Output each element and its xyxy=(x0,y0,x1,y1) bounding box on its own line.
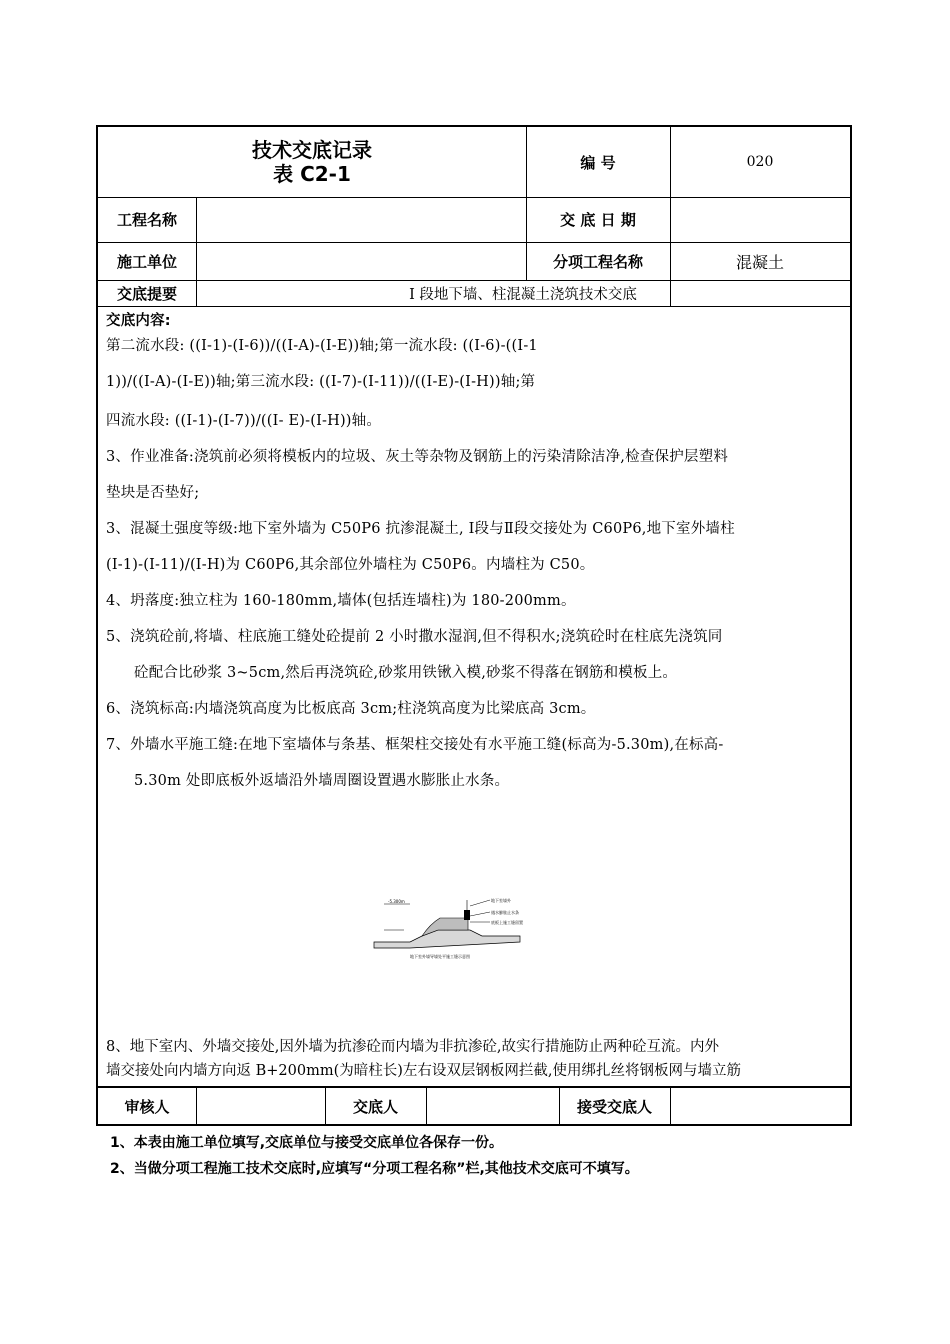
content-line: 四流水段: ((I-1)-(I-7))/((I- E)-(I-H))轴。 xyxy=(106,413,382,429)
content-line: 3、混凝土强度等级:地下室外墙为 C50P6 抗渗混凝土, Ⅰ段与Ⅱ段交接处为 C60P6,地下室外墙柱 xyxy=(106,521,735,537)
project-name-field[interactable] xyxy=(196,197,526,242)
figure-label: 遇水膨胀止水条 xyxy=(491,910,519,915)
contractor-field[interactable] xyxy=(196,242,526,280)
note-item: 1、本表由施工单位填写,交底单位与接受交底单位各保存一份。 xyxy=(110,1135,504,1151)
subproject-value: 混凝土 xyxy=(735,252,784,272)
content-line: 1))/((I-A)-(I-E))轴;第三流水段: ((I-7)-(I-11))/((I-E)-(I-H))轴;第 xyxy=(106,374,536,390)
content-line: 砼配合比砂浆 3~5cm,然后再浇筑砼,砂浆用铁锹入模,砂浆不得落在钢筋和模板上。 xyxy=(134,665,678,681)
summary-label: 交底提要 xyxy=(116,284,177,303)
content-item-8 xyxy=(106,1035,848,1083)
content-line: 4、坍落度:独立柱为 160-180mm,墙体(包括连墙柱)为 180-200mm。 xyxy=(106,593,576,609)
content-line: 5、浇筑砼前,将墙、柱底施工缝处砼提前 2 小时撒水湿润,但不得积水;浇筑砼时在柱底先浇筑同 xyxy=(106,629,723,645)
receiver-label: 接受交底人 xyxy=(576,1097,652,1116)
content-line: 8、地下室内、外墙交接处,因外墙为抗渗砼而内墙为非抗渗砼,故实行措施防止两种砼互流。内外 xyxy=(106,1039,719,1055)
leader-line xyxy=(470,900,490,906)
subproject-label: 分项工程名称 xyxy=(552,252,643,271)
construction-joint-figure xyxy=(370,896,550,960)
form-title-block xyxy=(98,127,526,197)
reviewer-label: 审核人 xyxy=(124,1097,170,1116)
form-number: 表 C2-1 xyxy=(273,162,351,186)
figure-label: 底板上施工缝留置 xyxy=(491,920,523,925)
figure-caption: 地下室外墙导墙处平施工缝示意图 xyxy=(410,954,470,959)
content-line: 垫块是否垫好; xyxy=(106,485,200,501)
content-line: 墙交接处向内墙方向返 B+200mm(为暗柱长)左右设双层钢板网拦截,使用绑扎丝将钢板网与墙立筋 xyxy=(106,1063,742,1079)
form-title: 技术交底记录 xyxy=(252,138,372,162)
form-notes xyxy=(110,1130,639,1182)
content-label: 交底内容: xyxy=(106,313,171,329)
content-line: 5.30m 处即底板外返墙沿外墙周圈设置遇水膨胀止水条。 xyxy=(134,773,510,789)
foundation-slab xyxy=(374,930,520,948)
content-line: 第二流水段: ((I-1)-(I-6))/((I-A)-(I-E))轴;第一流水段: ((I-6)-((I-1 xyxy=(106,338,538,354)
technical-briefing-form xyxy=(96,125,852,1126)
briefing-date-label: 交 底 日 期 xyxy=(560,211,636,229)
number-value: 020 xyxy=(746,154,774,170)
figure-label: -5.300m xyxy=(388,899,405,904)
content-line: 7、外墙水平施工缝:在地下室墙体与条基、框架柱交接处有水平施工缝(标高为-5.30m),在标高- xyxy=(106,737,724,753)
receiver-field[interactable] xyxy=(670,1086,850,1126)
content-line: 3、作业准备:浇筑前必须将模板内的垃圾、灰土等杂物及钢筋上的污染清除洁净,检查保护层塑料 xyxy=(106,449,729,465)
waterstop-strip xyxy=(464,910,470,920)
presenter-label: 交底人 xyxy=(352,1097,398,1116)
presenter-field[interactable] xyxy=(426,1086,559,1126)
row-divider xyxy=(98,306,850,307)
figure-label: 地下室墙外 xyxy=(491,898,511,903)
briefing-content xyxy=(106,311,848,799)
briefing-date-field[interactable] xyxy=(670,197,850,242)
leader-line xyxy=(470,912,490,916)
note-item: 2、当做分项工程施工技术交底时,应填写“分项工程名称”栏,其他技术交底可不填写。 xyxy=(110,1161,639,1177)
number-label: 编 号 xyxy=(580,153,616,172)
content-line: 6、浇筑标高:内墙浇筑高度为比板底高 3cm;柱浇筑高度为比梁底高 3cm。 xyxy=(106,701,596,717)
reviewer-field[interactable] xyxy=(196,1086,325,1126)
joint-diagram-svg xyxy=(370,896,550,960)
project-name-label: 工程名称 xyxy=(116,211,177,229)
summary-value: Ⅰ 段地下墙、柱混凝土浇筑技术交底 xyxy=(409,286,637,303)
content-line: (Ⅰ-1)-(Ⅰ-11)/(Ⅰ-H)为 C60P6,其余部位外墙柱为 C50P6。内墙柱为 C50。 xyxy=(106,557,595,573)
contractor-label: 施工单位 xyxy=(116,252,177,271)
